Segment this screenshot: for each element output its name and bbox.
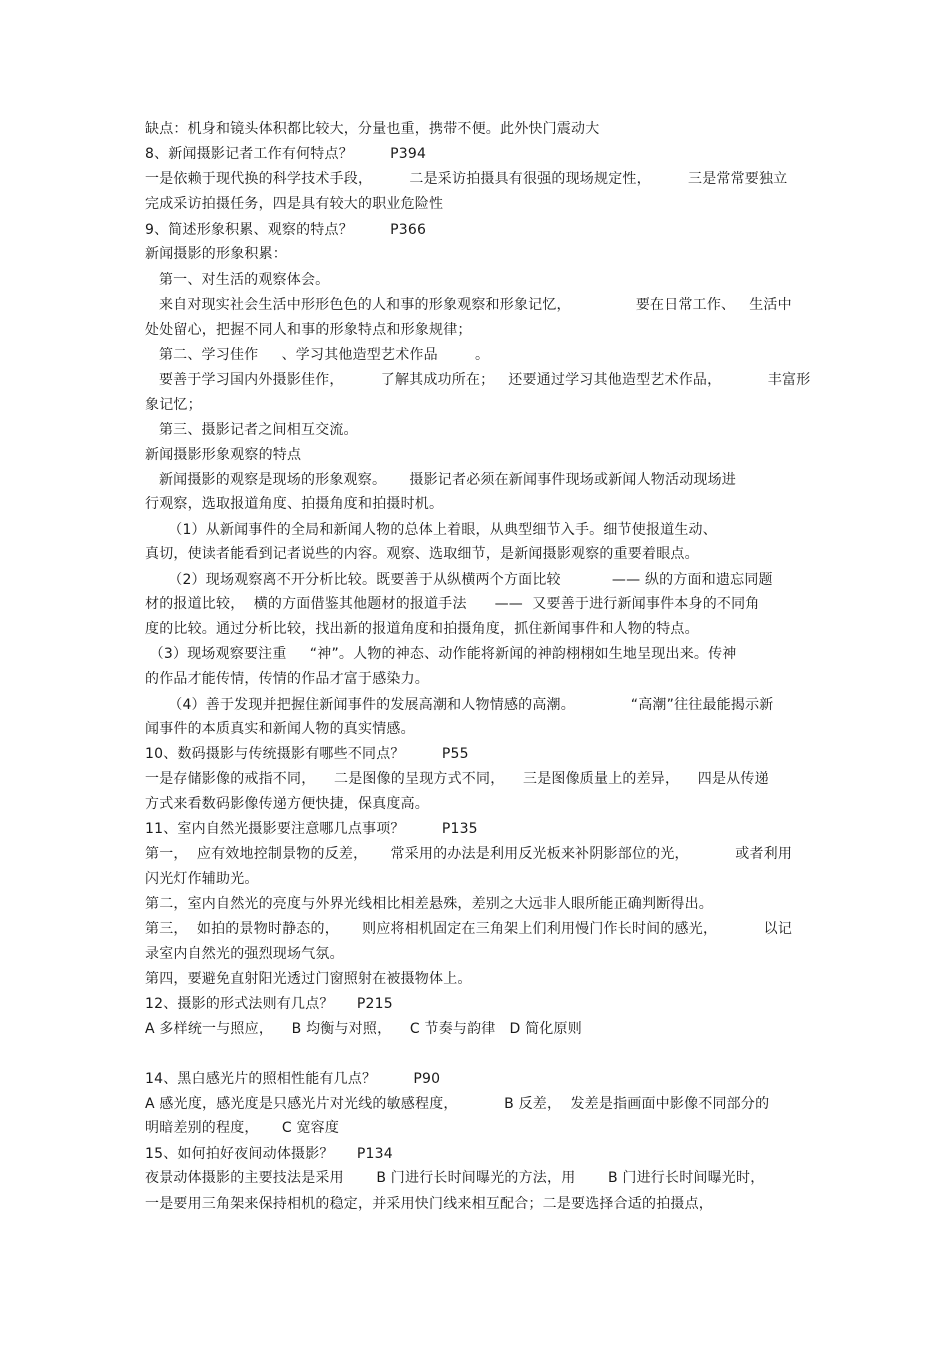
question-heading: 11、室内自然光摄影要注意哪几点事项？ P135	[145, 821, 478, 837]
question-heading: 10、数码摄影与传统摄影有哪些不同点？ P55	[145, 746, 469, 762]
text-line: （3）现场观察要注重 “神”。人物的神态、动作能将新闻的神韵栩栩如生地呈现出来。传神	[145, 646, 737, 662]
text-line: 新闻摄影形象观察的特点	[145, 447, 302, 463]
text-line: 第一、对生活的观察体会。	[145, 272, 330, 288]
text-line: 一是存储影像的戒指不同， 二是图像的呈现方式不同， 三是图像质量上的差异， 四是从传递	[145, 771, 769, 787]
text-line: 新闻摄影的形象积累：	[145, 246, 287, 262]
text-line: （4）善于发现并把握住新闻事件的发展高潮和人物情感的高潮。 “高潮”往往最能揭示新	[145, 697, 774, 713]
question-heading: 15、如何拍好夜间动体摄影？ P134	[145, 1146, 393, 1162]
text-line: 一是依赖于现代换的科学技术手段， 二是采访拍摄具有很强的现场规定性， 三是常常要独立	[145, 171, 788, 187]
text-line: 的作品才能传情，传情的作品才富于感染力。	[145, 671, 429, 687]
text-line: 行观察，选取报道角度、拍摄角度和拍摄时机。	[145, 496, 444, 512]
text-line: 录室内自然光的强烈现场气氛。	[145, 946, 344, 962]
text-line: A 多样统一与照应， B 均衡与对照， C 节奏与韵律 D 简化原则	[145, 1021, 582, 1037]
text-line: 第一， 应有效地控制景物的反差， 常采用的办法是利用反光板来补阴影部位的光， 或者利用	[145, 846, 793, 862]
text-line: 第三、摄影记者之间相互交流。	[145, 422, 358, 438]
question-heading: 14、黑白感光片的照相性能有几点？ P90	[145, 1071, 441, 1087]
question-heading: 12、摄影的形式法则有几点？ P215	[145, 996, 393, 1012]
text-line: 处处留心，把握不同人和事的形象特点和形象规律；	[145, 322, 472, 338]
text-line: 闻事件的本质真实和新闻人物的真实情感。	[145, 721, 415, 737]
text-line: （1）从新闻事件的全局和新闻人物的总体上着眼，从典型细节入手。细节使报道生动、	[145, 522, 717, 538]
text-line: 第三， 如拍的景物时静态的， 则应将相机固定在三角架上们利用慢门作长时间的感光， 以记	[145, 921, 793, 937]
text-line: 缺点：机身和镜头体积都比较大，分量也重，携带不便。此外快门震动大	[145, 121, 600, 137]
text-line: 材的报道比较， 横的方面借鉴其他题材的报道手法 —— 又要善于进行新闻事件本身的不同角	[145, 596, 760, 612]
text-line: 真切，使读者能看到记者说些的内容。观察、选取细节，是新闻摄影观察的重要着眼点。	[145, 546, 699, 562]
question-heading: 9、简述形象积累、观察的特点？ P366	[145, 222, 427, 238]
text-line: 闪光灯作辅助光。	[145, 871, 259, 887]
text-line: 完成采访拍摄任务，四是具有较大的职业危险性	[145, 196, 444, 212]
text-line: （2）现场观察离不开分析比较。既要善于从纵横两个方面比较 —— 纵的方面和遗忘同题	[145, 572, 773, 588]
text-line: 方式来看数码影像传递方便快捷，保真度高。	[145, 796, 429, 812]
text-line: 第二，室内自然光的亮度与外界光线相比相差悬殊，差别之大远非人眼所能正确判断得出。	[145, 896, 713, 912]
text-line: A 感光度，感光度是只感光片对光线的敏感程度， B 反差， 发差是指画面中影像不同部分的	[145, 1096, 770, 1112]
text-line: 来自对现实社会生活中形形色色的人和事的形象观察和形象记忆， 要在日常工作、 生活中	[145, 297, 792, 313]
text-line: 要善于学习国内外摄影佳作， 了解其成功所在； 还要通过学习其他造型艺术作品， 丰富形	[145, 372, 811, 388]
text-line: 一是要用三角架来保持相机的稳定，并采用快门线来相互配合；二是要选择合适的拍摄点，	[145, 1196, 713, 1212]
text-line: 第二、学习佳作 、学习其他造型艺术作品 。	[145, 347, 490, 363]
text-line: 第四，要避免直射阳光透过门窗照射在被摄物体上。	[145, 971, 472, 987]
question-heading: 8、新闻摄影记者工作有何特点？ P394	[145, 146, 427, 162]
text-line: 明暗差别的程度， C 宽容度	[145, 1120, 340, 1136]
text-line: 象记忆；	[145, 397, 202, 413]
text-line: 度的比较。通过分析比较，找出新的报道角度和拍摄角度，抓住新闻事件和人物的特点。	[145, 621, 699, 637]
text-line: 夜景动体摄影的主要技法是采用 B 门进行长时间曝光的方法，用 B 门进行长时间曝光时，	[145, 1170, 765, 1186]
text-line: 新闻摄影的观察是现场的形象观察。 摄影记者必须在新闻事件现场或新闻人物活动现场进	[145, 472, 736, 488]
